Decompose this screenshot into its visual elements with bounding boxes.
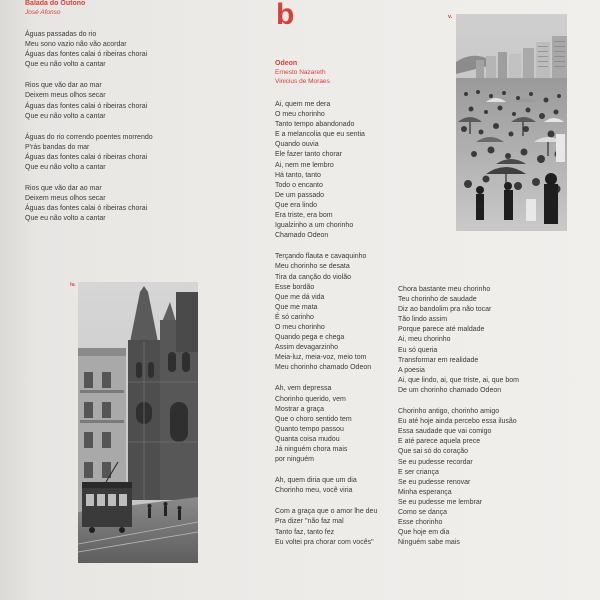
odeon-col1-lyric-line: É só carinho — [275, 313, 314, 321]
odeon-author-1: Ernesto Nazareth — [275, 69, 326, 76]
odeon-col2-lyric-line: Essa saudade que vai comigo — [398, 428, 492, 436]
odeon-col2-lyric-line: Esse chorinho — [398, 519, 443, 527]
odeon-col2-lyric-line: Que sai só do coração — [398, 448, 469, 456]
odeon-col1-lyric-line: Ai, nem me lembro — [275, 161, 334, 169]
odeon-col1-lyric-line: De um passado — [275, 191, 325, 199]
balada-lyrics — [25, 30, 215, 225]
odeon-column-2 — [398, 285, 568, 548]
odeon-col1-lyric-line: Meu chorinho se desata — [275, 263, 350, 271]
odeon-col1-stanza — [275, 252, 400, 373]
balada-stanza — [25, 81, 215, 121]
odeon-title: Odeon — [275, 60, 298, 67]
odeon-col1-lyric-line: Tanto tempo abandonado — [275, 121, 355, 129]
balada-section — [25, 0, 215, 225]
odeon-col1-lyric-line: Quando ouvia — [275, 141, 319, 149]
odeon-col1-lyric-line: O meu chorinho — [275, 111, 325, 119]
odeon-col2-lyric-line: Ai, meu chorinho — [398, 336, 451, 344]
balada-lyric-line: Rios que vão dar ao mar — [25, 82, 102, 90]
odeon-col2-lyric-line: Chora bastante meu chorinho — [398, 286, 491, 293]
odeon-col1-lyric-line: Eu voltei pra chorar com vocês" — [275, 538, 374, 546]
odeon-col1-lyric-line: Igualzinho a um chorinho — [275, 222, 354, 230]
odeon-col2-lyric-line: Ninguém sabe mais — [398, 539, 460, 547]
odeon-col1-lyric-line: Meu chorinho chamado Odeon — [275, 364, 372, 372]
odeon-col1-stanza-gap — [275, 373, 400, 384]
odeon-col1-stanza — [275, 384, 400, 465]
odeon-author-2: Vinicius de Moraes — [275, 78, 330, 85]
beach-photo — [456, 14, 567, 231]
balada-stanza-gap — [25, 173, 215, 184]
odeon-col2-lyric-line: E ser criança — [398, 468, 439, 476]
odeon-col2-lyric-line: Teu chorinho de saudade — [398, 296, 477, 304]
odeon-col1-lyric-line: Ele fazer tanto chorar — [275, 151, 342, 159]
odeon-col2-lyric-line: Eu até hoje ainda percebo essa ilusão — [398, 418, 517, 426]
odeon-col1-lyric-line: Assim devagarzinho — [275, 344, 339, 352]
odeon-col2-lyric-line: De um chorinho chamado Odeon — [398, 386, 502, 394]
street-photo-image — [78, 282, 198, 563]
odeon-col1-lyric-line: Chorinho meu, você viria — [275, 487, 353, 495]
odeon-col1-lyric-line: Quanta coisa mudou — [275, 435, 340, 443]
odeon-col1-lyric-line: Esse bordão — [275, 283, 315, 291]
odeon-col1-lyric-line: Chamado Odeon — [275, 232, 329, 240]
odeon-col2-lyric-line: Que hoje em dia — [398, 529, 450, 537]
odeon-col1-lyric-line: por ninguém — [275, 456, 314, 464]
odeon-col1-lyric-line: Mostrar a graça — [275, 405, 325, 413]
odeon-col2-lyric-line: Diz ao bandolim pra não tocar — [398, 306, 492, 314]
beach-photo-label: v. — [448, 14, 453, 20]
odeon-col1-lyric-line: Quanto tempo passou — [275, 425, 344, 433]
odeon-col1-lyric-line: Quando pega e chega — [275, 334, 345, 342]
balada-stanza — [25, 30, 215, 70]
odeon-col1-lyric-line: Que me dá vida — [275, 293, 325, 301]
odeon-col1-lyric-line: Terçando flauta e cavaquinho — [275, 253, 367, 261]
odeon-col1-lyric-line: Era triste, era bom — [275, 212, 333, 220]
balada-lyric-line: Águas das fontes calai ó ribeiras chorai — [25, 205, 148, 213]
balada-lyric-line: Rios que vão dar ao mar — [25, 185, 102, 193]
balada-title: Balada do Outono — [25, 0, 86, 7]
balada-author: José Afonso — [25, 9, 61, 16]
odeon-col1-lyric-line: E a melancolia que eu sentia — [275, 131, 365, 139]
odeon-column-1 — [275, 100, 400, 548]
balada-lyric-line: Águas das fontes calai ó ribeiras chorai — [25, 102, 148, 110]
balada-lyric-line: Meu sono vazio não vão acordar — [25, 41, 127, 49]
balada-stanza-gap — [25, 70, 215, 81]
odeon-col2-lyric-line: Como se dança — [398, 508, 448, 516]
odeon-col1-lyric-line: Chorinho querido, vem — [275, 395, 346, 403]
odeon-col1-lyric-line: Tanto faz, tanto fez — [275, 528, 335, 536]
balada-stanza — [25, 184, 215, 224]
odeon-section — [275, 59, 595, 86]
balada-lyric-line: Deixem meus olhos secar — [25, 195, 106, 203]
odeon-col1-lyric-line: Que era lindo — [275, 201, 318, 209]
odeon-col1-lyric-line: Ah, vem depressa — [275, 385, 332, 393]
odeon-col1-stanza-gap — [275, 241, 400, 252]
balada-lyric-line: Que eu não volto a cantar — [25, 61, 106, 69]
odeon-col2-lyric-line: Eu só queria — [398, 346, 438, 354]
odeon-col1-stanza — [275, 476, 400, 496]
odeon-col2-lyric-line: Chorinho antigo, chorinho amigo — [398, 408, 500, 416]
odeon-col1-lyric-line: Pra dizer "não faz mal — [275, 518, 344, 526]
balada-lyric-line: Águas do rio correndo poentes morrendo — [25, 133, 153, 141]
odeon-col1-stanza — [275, 100, 400, 241]
odeon-col2-stanza — [398, 407, 568, 548]
odeon-col1-stanza-gap — [275, 496, 400, 507]
street-photo-label: iv. — [70, 282, 76, 288]
balada-lyric-line: Que eu não volto a cantar — [25, 215, 106, 223]
odeon-col2-lyric-line: Tão lindo assim — [398, 316, 448, 324]
chapter-letter: b — [276, 0, 295, 31]
odeon-col1-lyric-line: Que o choro sentido tem — [275, 415, 352, 423]
odeon-col2-lyric-line: Se eu pudesse me lembrar — [398, 498, 483, 506]
odeon-col1-lyric-line: O meu chorinho — [275, 323, 325, 331]
odeon-col2-lyric-line: Minha esperança — [398, 488, 452, 496]
odeon-col1-lyric-line: Há tanto, tanto — [275, 171, 321, 179]
odeon-col1-stanza — [275, 507, 400, 547]
odeon-col2-lyric-line: A poesia — [398, 366, 425, 374]
odeon-col2-lyric-line: Porque parece até maldade — [398, 326, 485, 334]
odeon-col2-lyric-line: Ai, que lindo, ai, que triste, ai, que bom — [398, 376, 520, 384]
balada-lyric-line: Águas das fontes calai ó ribeiras chorai — [25, 153, 148, 161]
balada-lyric-line: Deixem meus olhos secar — [25, 92, 106, 100]
odeon-col1-lyric-line: Com a graça que o amor lhe deu — [275, 508, 378, 516]
odeon-col2-stanza-gap — [398, 396, 568, 407]
odeon-col1-lyric-line: Todo o encanto — [275, 181, 323, 189]
odeon-col1-stanza-gap — [275, 465, 400, 476]
balada-stanza-gap — [25, 122, 215, 133]
odeon-col1-lyric-line: Ai, quem me dera — [275, 101, 331, 108]
odeon-col1-lyric-line: Meia-luz, meia-voz, meio tom — [275, 354, 367, 362]
odeon-col2-lyric-line: Se eu pudesse renovar — [398, 478, 471, 486]
balada-lyric-line: Que eu não volto a cantar — [25, 164, 106, 172]
balada-stanza — [25, 133, 215, 173]
odeon-col2-lyric-line: Transformar em realidade — [398, 356, 479, 364]
odeon-col2-lyric-line: Se eu pudesse recordar — [398, 458, 473, 466]
balada-lyric-line: Que eu não volto a cantar — [25, 112, 106, 120]
beach-photo-image — [456, 14, 567, 231]
odeon-col2-stanza — [398, 285, 568, 396]
odeon-col1-lyric-line: Já ninguém chora mais — [275, 446, 348, 453]
odeon-col1-lyric-line: Tira da canção do violão — [275, 273, 352, 281]
balada-lyric-line: Águas das fontes calai ó ribeiras chorai — [25, 51, 148, 59]
street-photo — [78, 282, 198, 563]
odeon-col1-lyric-line: Que me mata — [275, 303, 318, 311]
odeon-col1-lyric-line: Ah, quem diria que um dia — [275, 477, 357, 485]
balada-lyric-line: Águas passadas do rio — [25, 31, 97, 38]
odeon-col2-lyric-line: E até parece aquela prece — [398, 438, 481, 446]
balada-lyric-line: P'rás bandas do mar — [25, 143, 90, 151]
